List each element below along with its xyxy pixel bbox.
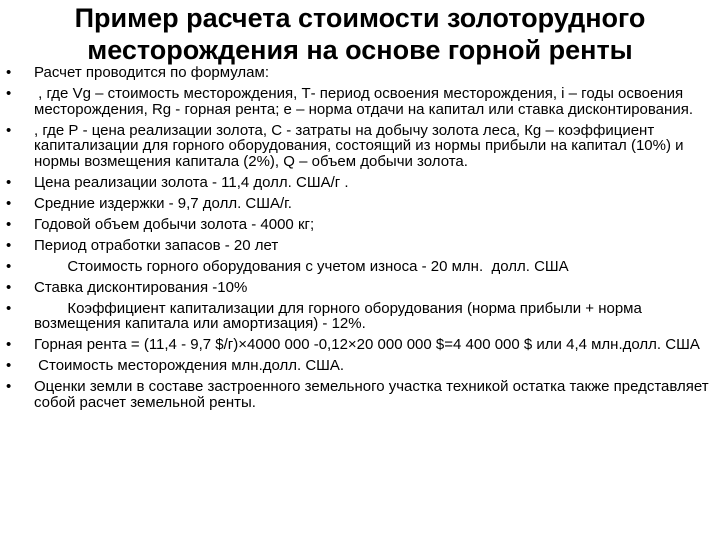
slide-title-line-2: месторождения на основе горной ренты (87, 35, 633, 65)
bullet-text: Стоимость месторождения млн.долл. США. (34, 357, 345, 375)
bullet-item (0, 175, 720, 191)
bullet-item (0, 301, 720, 332)
bullet-list (0, 65, 720, 416)
bullet-text: Коэффициент капитализации для горного оборудования (норма прибыли + норма возмещения капитала или амортизация) - 12%. (34, 299, 646, 333)
bullet-text: Горная рента = (11,4 - 9,7 $/г)×4000 000 -0,12×20 000 000 $=4 400 000 $ или 4,4 млн.долл. США (34, 336, 700, 354)
bullet-text: Цена реализации золота - 11,4 долл. США/г . (34, 173, 349, 191)
bullet-icon: • (6, 173, 12, 191)
bullet-item (0, 217, 720, 233)
slide-title-line-1: Пример расчета стоимости золоторудного (74, 3, 646, 33)
bullet-item (0, 280, 720, 296)
bullet-icon: • (6, 236, 12, 254)
bullet-item (0, 337, 720, 353)
bullet-icon: • (6, 194, 12, 212)
bullet-icon: • (6, 84, 12, 102)
bullet-text: Годовой объем добычи золота - 4000 кг; (34, 215, 315, 233)
bullet-icon: • (6, 215, 12, 233)
bullet-item (0, 196, 720, 212)
bullet-icon: • (6, 278, 12, 296)
bullet-text: , где Vg – стоимость месторождения, Т- период освоения месторождения, i – годы освоения месторождения, Rg - горная рента; e – норма отдачи на капитал или ставка дисконтирования. (34, 84, 693, 118)
bullet-item (0, 379, 720, 410)
bullet-text: Ставка дисконтирования -10% (34, 278, 248, 296)
bullet-text: Средние издержки - 9,7 долл. США/г. (34, 194, 292, 212)
bullet-item (0, 123, 720, 170)
bullet-item (0, 86, 720, 117)
bullet-item (0, 65, 720, 81)
bullet-text: Стоимость горного оборудования с учетом износа - 20 млн. долл. США (34, 257, 569, 275)
bullet-icon: • (6, 121, 12, 139)
bullet-icon: • (6, 357, 12, 375)
slide-title (20, 2, 700, 66)
bullet-item (0, 238, 720, 254)
bullet-icon: • (6, 64, 12, 81)
bullet-icon: • (6, 378, 12, 396)
bullet-text: , где Р - цена реализации золота, С - затраты на добычу золота леса, Кg – коэффициент капитализации для горного оборудования, состоящий из нормы прибыли на капитал (10%) и нормы возмещения капитала (2%), Q – объем добычи золота. (34, 121, 688, 170)
bullet-text: Оценки земли в составе застроенного земельного участка техникой остатка также представляет собой расчет земельной ренты. (34, 378, 713, 411)
bullet-text: Расчет проводится по формулам: (34, 64, 270, 81)
bullet-icon: • (6, 299, 12, 317)
bullet-icon: • (6, 336, 12, 354)
bullet-item (0, 358, 720, 374)
bullet-icon: • (6, 257, 12, 275)
bullet-text: Период отработки запасов - 20 лет (34, 236, 279, 254)
bullet-item (0, 259, 720, 275)
